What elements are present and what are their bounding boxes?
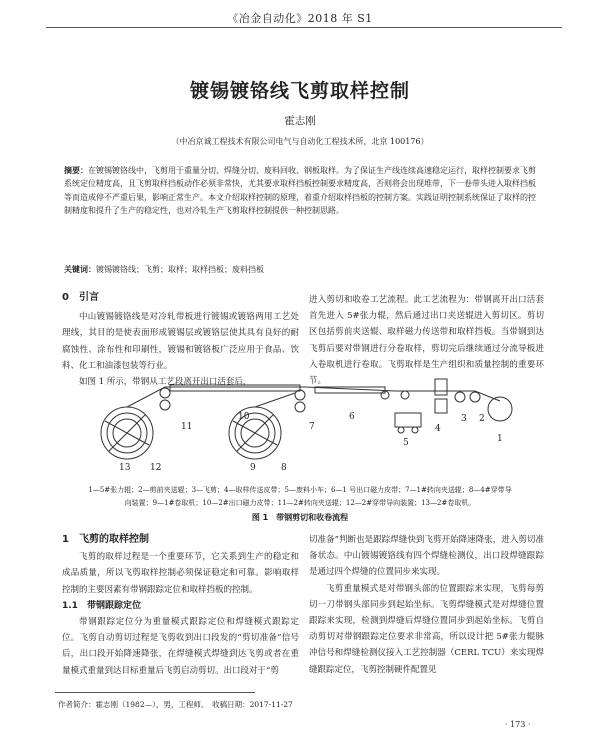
fig-label-1: 1 bbox=[497, 434, 503, 444]
figure-legend bbox=[68, 484, 532, 509]
fig-label-10: 10 bbox=[238, 412, 250, 422]
fig-label-9: 9 bbox=[250, 463, 256, 473]
author-footnote: 作者简介：霍志刚（1982—），男，工程师。 收稿日期：2017-11-27 bbox=[58, 700, 293, 709]
keywords bbox=[64, 264, 536, 275]
abstract-label: 摘要： bbox=[64, 166, 88, 175]
affiliation: （中冶京诚工程技术有限公司电气与自动化工程技术所，北京 100176） bbox=[171, 137, 429, 146]
figure-legend-line-2: 向装置；9—1#卷取机；10—2#出口磁力皮带；11—2#转向夹送辊；12—2#穿带导向装置；13—2#卷取机。 bbox=[124, 498, 476, 507]
sec0-paragraph-2: 如图 1 所示，带钢从工艺段离开出口活套后， bbox=[79, 377, 252, 388]
fig-label-11: 11 bbox=[181, 422, 193, 432]
page-number: · 173 · bbox=[505, 720, 531, 729]
sec11-paragraph-3: 飞剪重量模式是对带钢头部的位置跟踪来实现，飞剪每剪切一刀带钢头部同步到起始坐标。飞剪焊缝模式是对焊缝位置跟踪来实现，检测到焊缝后焊缝位置同步到起始坐标。飞剪自动剪切对带钢跟踪定位要求非常高，所以设计把 5#张力辊脉冲信号和焊缝检测仪接入工艺控制器（CERL TCU）来实现焊缝跟踪定位，飞剪控制硬件配置见 bbox=[309, 583, 544, 675]
sec0-paragraph-3: 进入剪切和收卷工艺流程。此工艺流程为：带钢离开出口活套首先进入 5#张力辊，然后通过出口夹送辊进入剪切区。剪切区包括剪前夹送辊、取样磁力传送带和取样挡板。当带钢到达飞剪后要对带钢进行分卷取样，剪切完后继续通过分流导板进入卷取机进行卷取。飞剪取样是生产组织和质量控制的重要环节。 bbox=[309, 295, 544, 387]
fig-label-8: 8 bbox=[281, 463, 287, 473]
process-flow-figure bbox=[95, 373, 535, 473]
header-rule bbox=[46, 27, 562, 28]
abstract bbox=[64, 164, 536, 218]
section-1-heading: 1 飞剪的取样控制 bbox=[62, 534, 149, 545]
section-0-heading: 0 引言 bbox=[62, 292, 99, 303]
strip-path bbox=[127, 387, 500, 407]
fig-label-7: 7 bbox=[309, 422, 315, 432]
keywords-text: 镀锡镀铬线；飞剪；取样；取样挡板；废料挡板 bbox=[96, 265, 264, 274]
sec0-paragraph-1: 中山镀锡镀铬线是对冷轧带板进行镀锡或镀铬两用工艺处理线，其目的是使表面形成镀锡层或镀铬层使其具有良好的耐腐蚀性、涂布性和印刷性，镀锡和镀铬板广泛应用于食品、饮料、化工和油漆包装等行业。 bbox=[62, 312, 299, 371]
sec11-paragraph-2: 切准备”判断也是跟踪焊缝快到飞剪开始降速降张，进入剪切准备状态。中山镀锡镀铬线有四个焊缝检测仪，出口段焊缝跟踪是通过四个焊缝的位置同步来实现。 bbox=[309, 535, 544, 578]
section-1-1-heading: 1.1 带钢跟踪定位 bbox=[62, 600, 141, 611]
fig-label-12: 12 bbox=[150, 463, 162, 473]
right-column-bottom bbox=[309, 532, 544, 678]
abstract-text: 在镀锡镀铬线中，飞剪用于重量分切、焊缝分切、废料回收、钢板取样。为了保证生产线连续高速稳定运行，取样控制要求飞剪系统定位精度高，且飞剪取样挡板动作必须非常快，尤其要求取样挡板控制要求精度高，否则将会出现堆带，下一卷带头进入取样挡板等而造成停不严重后果，影响正常生产。本文介绍取样控制的原理，着重介绍取样挡板的控制方案。实践证明控制系统保证了取样的控制精度和提升了生产的稳定性，也对冷轧生产飞剪取样控制提供一种控制思路。 bbox=[64, 166, 536, 216]
sec1-paragraph-1: 飞剪的取样过程是一个重要环节，它关系到生产的稳定和成品质量，所以飞剪取样控制必须保证稳定和可靠。影响取样控制的主要因素有带钢跟踪定位和取样挡板的控制。 bbox=[62, 552, 299, 595]
fig-label-2: 2 bbox=[479, 414, 485, 424]
running-header: 《冶金自动化》2018 年 S1 bbox=[227, 12, 373, 25]
author: 霍志刚 bbox=[284, 115, 316, 127]
keywords-label: 关键词： bbox=[64, 265, 96, 274]
footnote-rule bbox=[55, 692, 255, 693]
sec11-paragraph-1: 带钢跟踪定位分为重量模式跟踪定位和焊缝模式跟踪定位。飞剪自动剪切过程是飞剪收到出口段发的“剪切准备”信号后，出口段开始降速降张，在焊缝模式焊缝到达飞剪或者在重量模式重量到达目标重量后飞剪启动剪切。出口段对于“剪 bbox=[62, 617, 299, 676]
fig-label-13: 13 bbox=[119, 463, 131, 473]
fig-label-6: 6 bbox=[349, 412, 355, 422]
figure-caption: 图 1 带钢剪切和收卷流程 bbox=[251, 513, 349, 522]
fig-label-4: 4 bbox=[435, 424, 441, 434]
fig-label-5: 5 bbox=[403, 438, 409, 448]
figure-legend-line-1: 1—5#张力辊；2—剪前夹送辊；3—飞剪；4—取样传送皮带；5—废料小车；6—1 号出口磁力皮带；7—1#转向夹送辊；8—4#穿带导 bbox=[88, 486, 512, 494]
fig-label-3: 3 bbox=[461, 414, 467, 424]
paper-title: 镀锡镀铬线飞剪取样控制 bbox=[189, 80, 410, 102]
left-column-bottom bbox=[62, 532, 299, 679]
